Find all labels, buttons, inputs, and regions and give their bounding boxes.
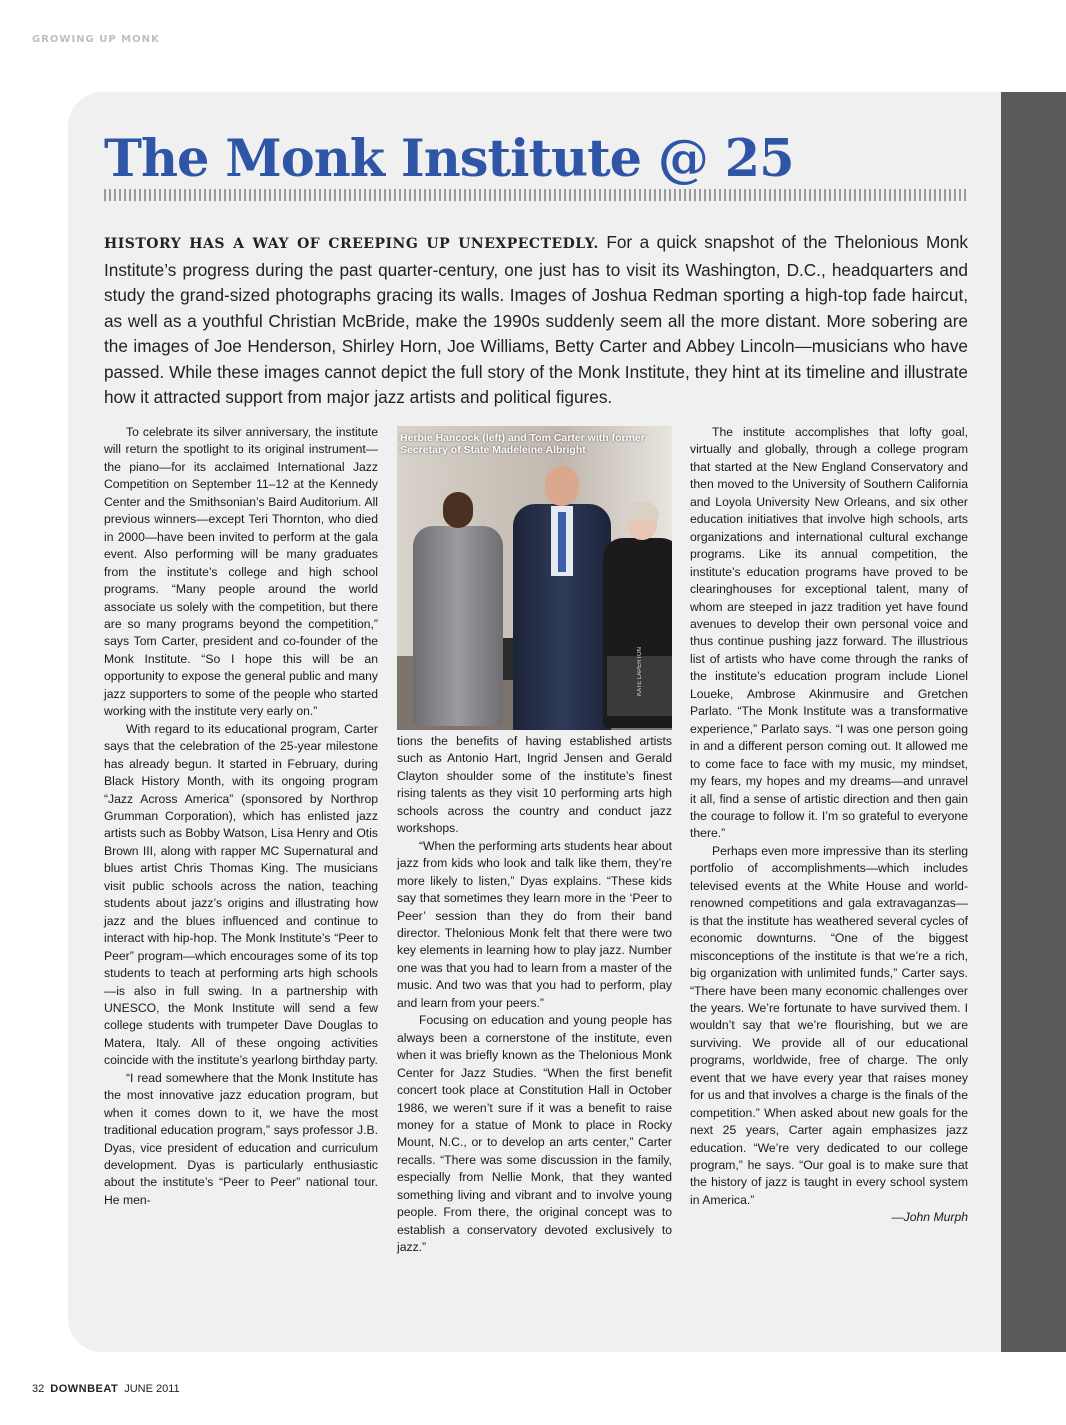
page-footer: [32, 1383, 180, 1395]
paragraph: tions the benefits of having established artists such as Antonio Hart, Ingrid Jensen and Gerald Clayton shoulder some of the institute’s finest rising talents as they visit 10 performing arts high schools across the country and conduct jazz workshops.: [397, 734, 672, 836]
paragraph: To celebrate its silver anniversary, the institute will return the spotlight to its original instrument—the piano—for its acclaimed International Jazz Competition on September 11–12 at the Kennedy Center and the Smithsonian’s Baird Auditorium. All previous winners—except Teri Thornton, who died in 2000—have been invited to perform at the gala event. Also performing will be many graduates from the institute’s college and high school programs. “Many people around the world associate us solely with the competition, but there are so many programs beyond the competition,” says Tom Carter, president and co-founder of the Monk Institute. “So I hope this will be an opportunity to expose the general public and many jazz supporters to some of the people who started working with the institute very early on.”: [104, 425, 378, 719]
intro-paragraph: [104, 230, 968, 411]
paragraph: Focusing on education and young people has always been a cornerstone of the institute, even when it was briefly known as the Thelonious Monk Center for Jazz Studies. “When the first benefit concert took place at Constitution Hall in October 1986, we weren’t sure if it was a benefit to raise money for a statue of Monk to place in Rocky Mount, N.C., or to develop an arts center,” Carter recalls. “There was some discussion in the family, especially from Nellie Monk, that they wanted something living and vibrant and to involve young people. From there, the original concept was to establish a conservatory devoted exclusively to jazz.”: [397, 1013, 672, 1255]
page-number: 32: [32, 1383, 45, 1395]
photo-caption: Herbie Hancock (left) and Tom Carter with former Secretary of State Madeleine Albright: [400, 432, 645, 456]
section-label: GROWING UP MONK: [32, 34, 160, 45]
paragraph: With regard to its educational program, Carter says that the celebration of the 25-year milestone has already begun. It started in February, during Black History Month, with its ongoing program “Jazz Across America” (sponsored by Northrop Grumman Corporation), which has enlisted jazz artists such as Bobby Watson, Lisa Henry and Otis Brown III, along with rapper MC Supernatural and blues artist Chris Thomas King. The musicians visit public schools across the nation, teaching students about jazz’s origins and illustrating how jazz and the blues influenced and continue to interact with hip-hop. The Monk Institute’s “Peer to Peer” program—which encourages some of its top students to teach at performing arts high schools—is also in full swing. In a partnership with UNESCO, the Monk Institute will send a few college students with trumpeter Dave Douglas to Matera, Italy. All of these ongoing activities coincide with the institute’s yearlong birthday party.: [104, 721, 378, 1068]
byline: —John Murph: [891, 1210, 968, 1225]
intro-body: For a quick snapshot of the Thelonious Monk Institute’s progress during the past quarter-century, one just has to visit its Washington, D.C., headquarters and study the grand-sized photographs gracing its walls. Images of Joshua Redman sporting a high-top fade haircut, as well as a youthful Christian McBride, make the 1990s suddenly seem all the more distant. More sobering are the images of Joe Henderson, Shirley Horn, Joe Williams, Betty Carter and Abbey Lincoln—musicians who have passed. While these images cannot depict the full story of the Monk Institute, they hint at its timeline and illustrate how it attracted support from major jazz artists and political figures.: [104, 232, 969, 407]
column-3: [690, 424, 968, 1227]
person-hancock: [403, 492, 513, 730]
paragraph: “When the performing arts students hear about jazz from kids who look and talk like them, they’re more likely to listen,” Dyas explains. “These kids say that sometimes they learn more in the ‘Peer to Peer’ session than they do from their band director. Thelonious Monk felt that there were two key elements in learning how to play jazz. Number one was that you had to learn from a master of the music. And two was that you had to perform, play and learn from your peers.”: [397, 838, 672, 1010]
person-carter: [505, 466, 619, 730]
article-title: The Monk Institute @ 25: [104, 129, 794, 189]
magazine-name: DOWNBEAT: [50, 1383, 119, 1395]
title-rule: [104, 189, 968, 201]
article-photo: [397, 426, 672, 730]
paragraph: Perhaps even more impressive than its sterling portfolio of accomplishments—which includes televised events at the White House and world-renowned competitions and gala extravaganzas—is that the institute has weathered several cycles of economic downturns. “One of the biggest misconceptions of the institute is that we’re a rich, big organization with unlimited funds,” Carter says. “There have been many economic challenges over the years. We’re fortunate to have survived them. I wouldn’t say that we’re flourishing, but we are surviving. We provide all of our educational programs, worldwide, free of charge. The only event that we have every year that raises money for us and that involves a charge is the finals of the competition.” When asked about new goals for the next 25 years, Carter again emphasizes jazz education. “We’re very dedicated to our college program,” he says. “Our goal is to make sure that the history of jazz is taught in every school system in America.”: [690, 843, 968, 1207]
side-bar: [1001, 92, 1066, 1352]
photo-credit: KATE LAPERTON: [637, 646, 643, 696]
column-2: [397, 733, 672, 1257]
issue-date: JUNE 2011: [124, 1383, 180, 1395]
paragraph: “I read somewhere that the Monk Institute has the most innovative jazz education program, but when it comes down to it, we have the most traditional education program,” says professor J.B. Dyas, vice president of education and curriculum development. Dyas is particularly enthusiastic about the institute’s “Peer to Peer” national tour. He men-: [104, 1070, 378, 1207]
paragraph: The institute accomplishes that lofty goal, virtually and globally, through a college program that started at the New England Conservatory and then moved to the University of Southern California and Loyola University New Orleans, and six other education initiatives that involve high schools, arts organizations and international cultural exchange programs. Like its annual competition, the institute’s education programs have proved to be clearinghouses for exceptional talent, many of whom are steeped in jazz tradition yet have found avenues to develop their own personal voice and thus continue pushing jazz forward. The illustrious list of artists who have come through the ranks of the institute’s education program include Lionel Loueke, Ambrose Akinmusire and Gretchen Parlato. “The Monk Institute was a transformative experience,” Parlato says. “I was one person going in and a different person coming out. It allowed me to come face to face with my music, my mindset, my fears, my hopes and my dreams—and unravel it all, find a sense of artistic direction and then gain the courage to follow it. I’m so grateful to everyone there.”: [690, 425, 968, 841]
person-albright: [603, 506, 672, 730]
column-1: [104, 424, 378, 1209]
intro-lead: HISTORY HAS A WAY OF CREEPING UP UNEXPECTEDLY.: [104, 236, 599, 252]
